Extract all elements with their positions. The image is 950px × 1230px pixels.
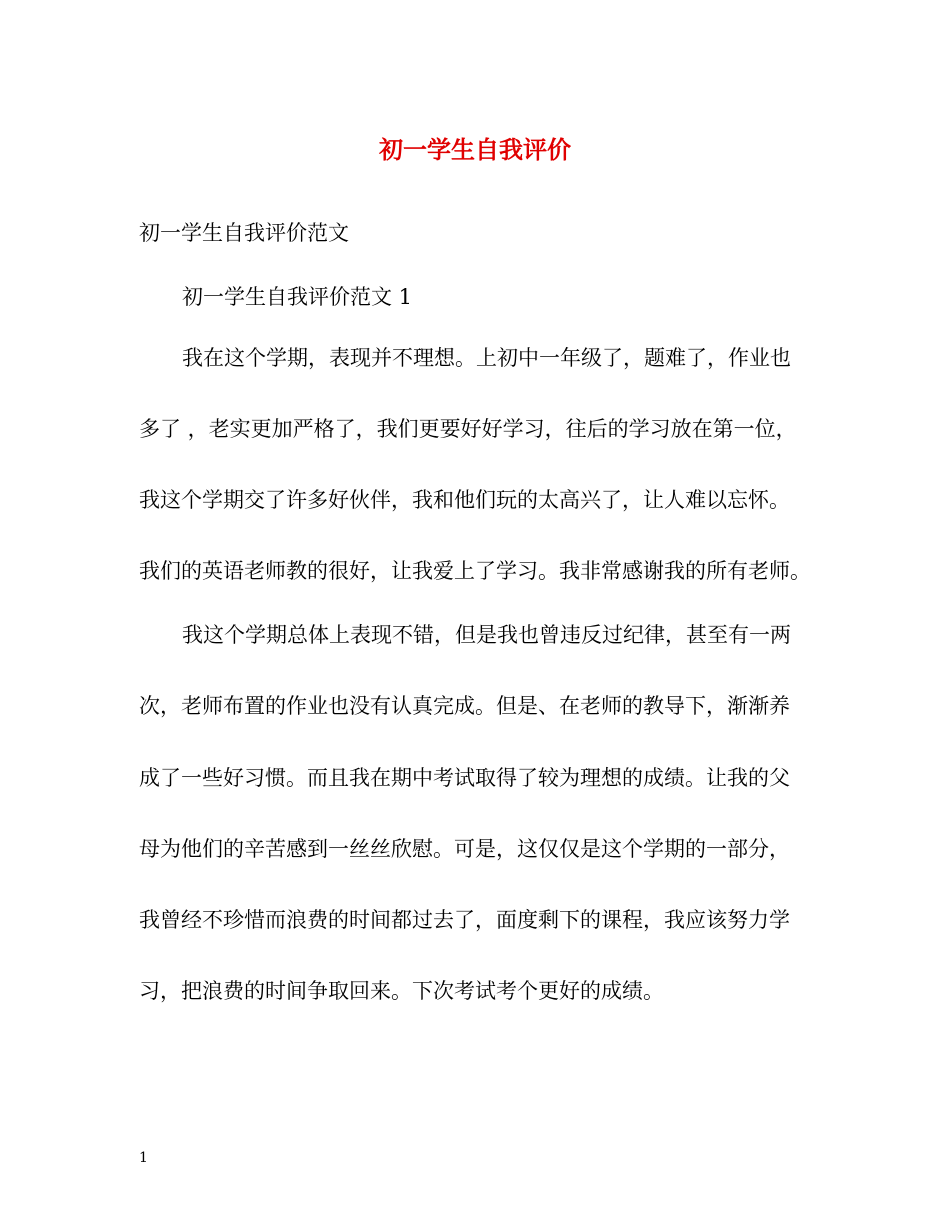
paragraph-1-line: 我们的英语老师教的很好，让我爱上了学习。我非常感谢我的所有老师。	[139, 559, 811, 583]
document-title: 初一学生自我评价	[379, 135, 571, 164]
paragraph-1-line: 我在这个学期，表现并不理想。上初中一年级了，题难了，作业也	[182, 346, 791, 370]
paragraph-1-line: 多了 ，老实更加严格了，我们更要好好学习，往后的学习放在第一位，	[139, 417, 797, 441]
paragraph-2-line: 我这个学期总体上表现不错，但是我也曾违反过纪律，甚至有一两	[182, 623, 791, 647]
paragraph-2-line: 成了一些好习惯。而且我在期中考试取得了较为理想的成绩。让我的父	[139, 766, 790, 790]
paragraph-2-line: 习，把浪费的时间争取回来。下次考试考个更好的成绩。	[139, 979, 664, 1003]
paragraph-2-line: 母为他们的辛苦感到一丝丝欣慰。可是，这仅仅是这个学期的一部分，	[139, 837, 790, 861]
paragraph-2-line: 次，老师布置的作业也没有认真完成。但是、在老师的教导下，渐渐养	[139, 694, 790, 718]
paragraph-2-line: 我曾经不珍惜而浪费的时间都过去了，面度剩下的课程，我应该努力学	[139, 908, 790, 932]
document-heading: 初一学生自我评价范文	[139, 221, 349, 245]
page-number: 1	[139, 1150, 148, 1166]
document-subheading: 初一学生自我评价范文 1	[182, 285, 413, 309]
paragraph-1-line: 我这个学期交了许多好伙伴，我和他们玩的太高兴了，让人难以忘怀。	[139, 488, 790, 512]
